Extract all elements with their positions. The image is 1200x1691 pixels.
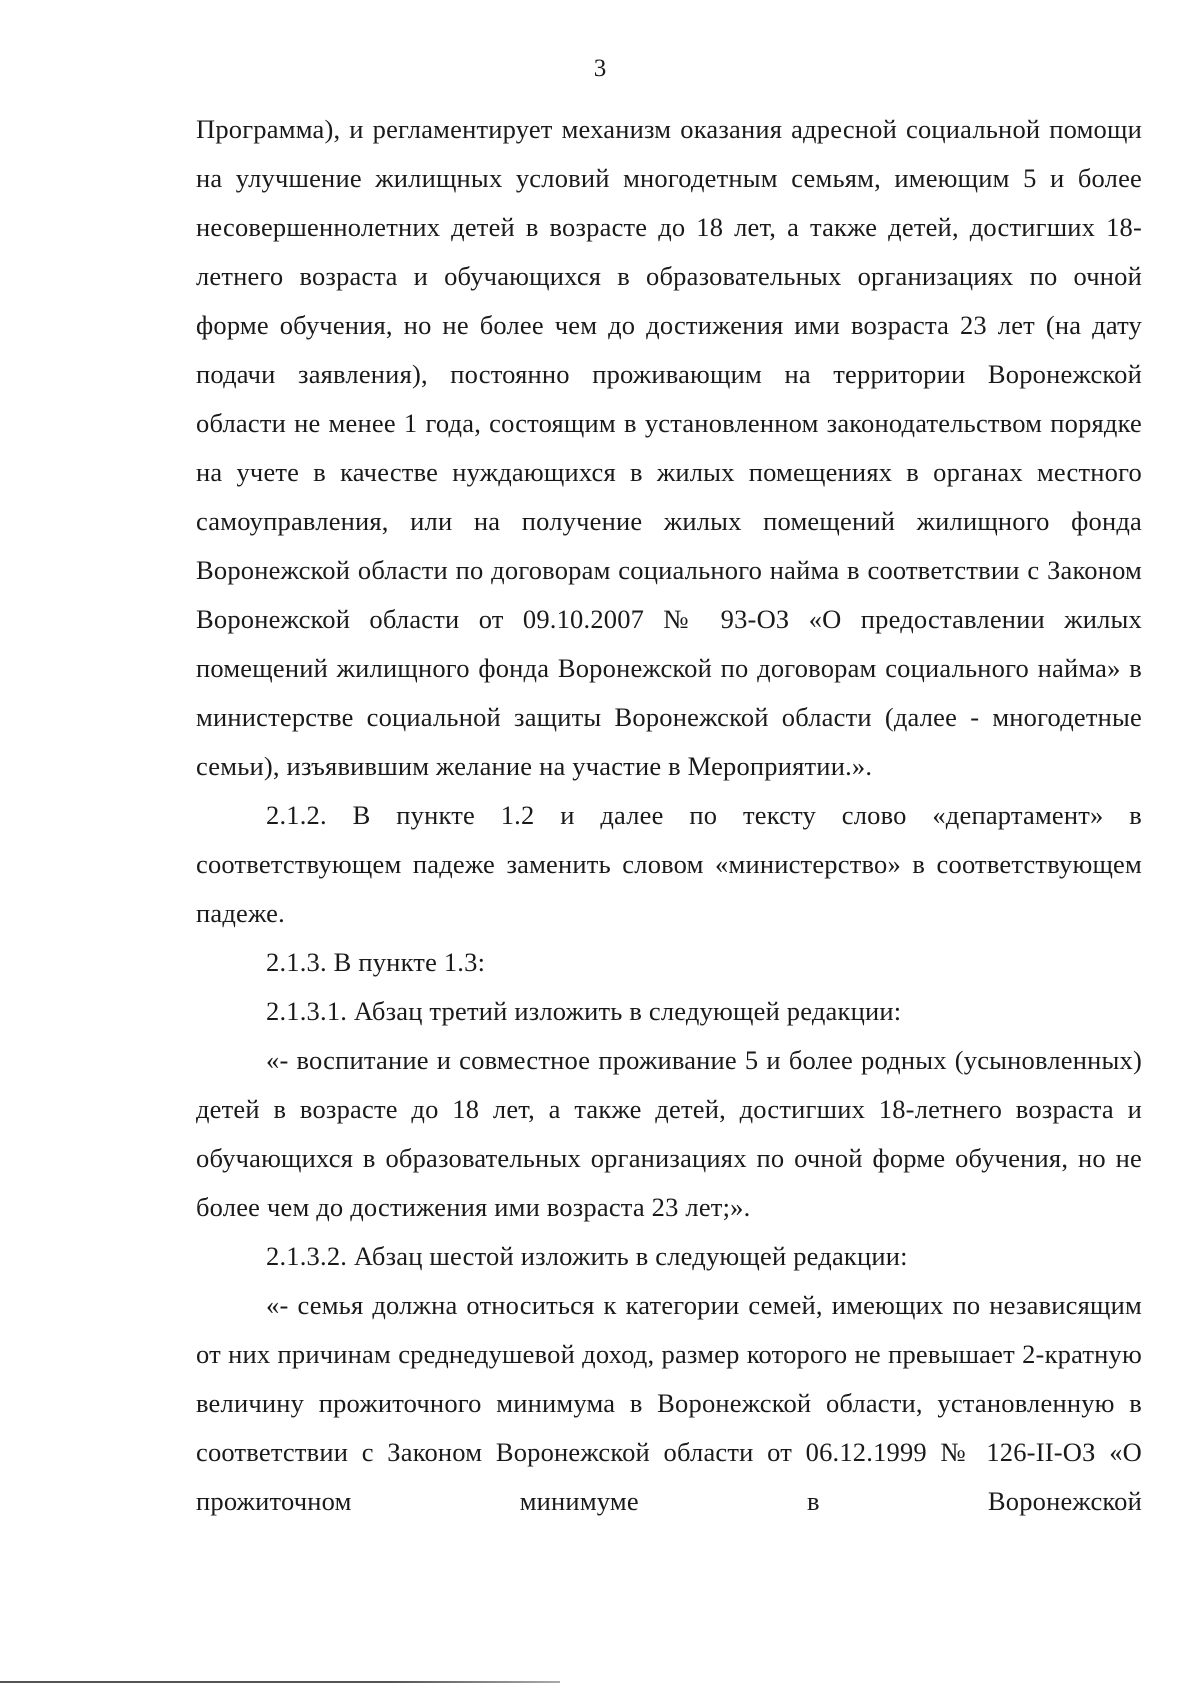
bottom-scan-rule <box>0 1681 560 1683</box>
document-body <box>196 105 1142 1526</box>
paragraph-quoted-upbringing: «- воспитание и совместное проживание 5 и более родных (усыновленных) детей в возрасте до 18 лет, а также детей, достигших 18-летнего возраста и обучающихся в образовательных организациях по очной форме обучения, но не более чем до достижения ими возраста 23 лет;». <box>196 1045 1142 1222</box>
paragraph-clause-2-1-3-2: 2.1.3.2. Абзац шестой изложить в следующей редакции: <box>266 1241 908 1271</box>
paragraph-program-description: Программа), и регламентирует механизм оказания адресной социальной помощи на улучшение жилищных условий многодетным семьям, имеющим 5 и более несовершеннолетних детей в возрасте до 18 лет, а также детей, достигших 18-летнего возраста и обучающихся в образовательных организациях по очной форме обучения, но не более чем до достижения ими возраста 23 лет (на дату подачи заявления), постоянно проживающим на территории Воронежской области не менее 1 года, состоящим в установленном законодательством порядке на учете в качестве нуждающихся в жилых помещениях в органах местного самоуправления, или на получение жилых помещений жилищного фонда Воронежской области по договорам социального найма в соответствии с Законом Воронежской области от 09.10.2007 № 93-ОЗ «О предоставлении жилых помещений жилищного фонда Воронежской по договорам социального найма» в министерстве социальной защиты Воронежской области (далее - многодетные семьи), изъявившим желание на участие в Мероприятии.». <box>196 114 1142 781</box>
paragraph-quoted-income: «- семья должна относиться к категории семей, имеющих по независящим от них причинам среднедушевой доход, размер которого не превышает 2-кратную величину прожиточного минимума в Воронежской области, установленную в соответствии с Законом Воронежской области от 06.12.1999 № 126-II-ОЗ «О прожиточном минимуме в Воронежской <box>196 1290 1142 1516</box>
paragraph-clause-2-1-3: 2.1.3. В пункте 1.3: <box>266 947 486 977</box>
paragraph-clause-2-1-2: 2.1.2. В пункте 1.2 и далее по тексту слово «департамент» в соответствующем падеже заменить словом «министерство» в соответствующем падеже. <box>196 800 1142 928</box>
page-number: 3 <box>593 55 607 82</box>
paragraph-clause-2-1-3-1: 2.1.3.1. Абзац третий изложить в следующей редакции: <box>266 996 902 1026</box>
